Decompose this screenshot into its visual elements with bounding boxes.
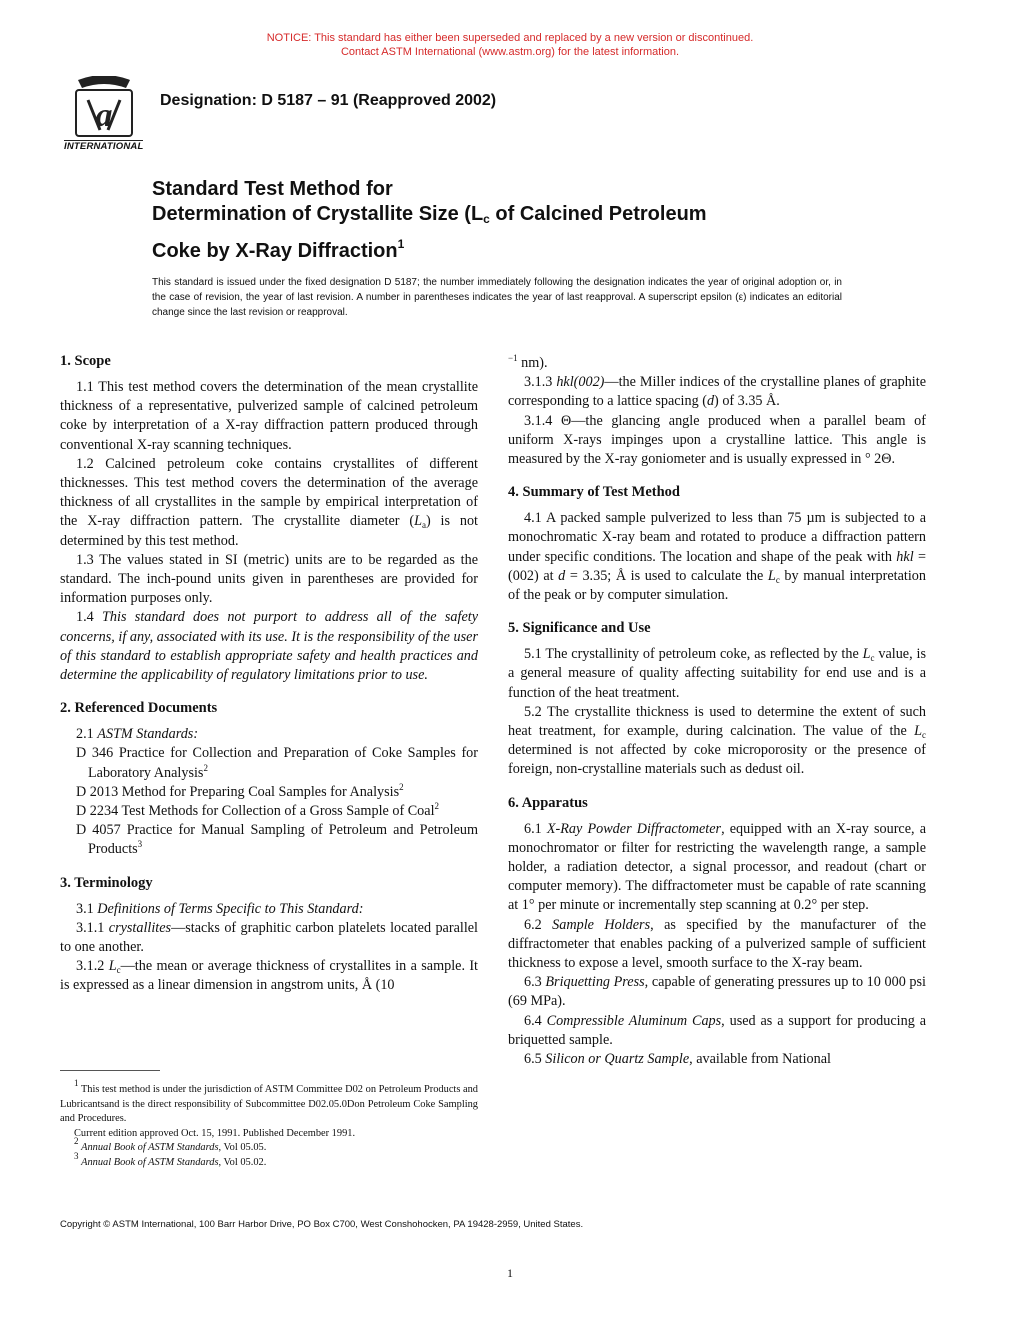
left-column: [60, 352, 478, 996]
reference-item: D 4057 Practice for Manual Sampling of Petroleum and Petroleum Products$^3$: [76, 822, 478, 858]
svg-text:a: a: [95, 97, 113, 134]
logo-international-text: INTERNATIONAL: [64, 141, 144, 152]
para-3-1-2-start: 3.1.2 $L_c—the$ mean or average thickness of crystallites in a sample. It is expressed as a linear dimension in angstrom units, Å (10: [60, 958, 478, 994]
page-number: 1: [507, 1266, 513, 1280]
reference-item: D 2234 Test Methods for Collection of a Gross Sample of Coal$^2$: [76, 801, 440, 820]
footnote-1: $^1$ This test method is under the jurisdiction of ASTM Committee D02 on Petroleum Products and Lubricantsand is the direct responsibility of Subcommittee D02.05.0Don Petroleum Coke Sampling and Procedures.: [60, 1078, 478, 1124]
para-6-4: 6.4 Compressible Aluminum Caps, used as a support for producing a briquetted sample.: [508, 1012, 926, 1048]
para-3-1-3: 3.1.3 hkl(002)—the Miller indices of the crystalline planes of graphite corresponding to a lattice spacing (d) of 3.35 Å.: [508, 374, 926, 410]
lc-definition-tail: $^{-1}$ nm).: [508, 353, 548, 371]
section-heading-terminology: 3. Terminology: [60, 874, 153, 891]
document-title: [152, 177, 912, 264]
astm-logo: [60, 76, 148, 154]
para-6-3: 6.3 Briquetting Press, capable of generating pressures up to 10 000 psi (69 MPa).: [508, 974, 926, 1010]
notice-line-2: Contact ASTM International (www.astm.org) for the latest information.: [340, 46, 680, 58]
designation: Designation: D 5187 – 91 (Reapproved 2002): [160, 92, 497, 109]
reference-item: D 346 Practice for Collection and Preparation of Coke Samples for Laboratory Analysis$^2$: [76, 745, 478, 781]
para-3-1: 3.1 Definitions of Terms Specific to This Standard:: [76, 900, 364, 917]
issuance-statement: This standard is issued under the fixed designation D 5187; the number immediately following the designation indicates the year of original adoption or, in the case of revision, the year of last revision. A number in parentheses indicates the year of last reapproval. A superscript epsilon (ε) indicates an editorial change since the last revision or reapproval.: [152, 277, 842, 318]
title-line-3: Coke by X-Ray Diffraction$^1$: [152, 237, 405, 262]
para-5-2: 5.2 The crystallite thickness is used to determine the extent of such heat treatment, for example, during calcination. The value of the $L_c$ determined is not affected by coke microporosity or the presence of foreign, non-crystalline materials such as dedust oil.: [508, 703, 926, 778]
section-heading-scope: 1. Scope: [60, 353, 111, 369]
para-3-1-2-continued: [508, 354, 926, 373]
copyright-line: Copyright © ASTM International, 100 Barr Harbor Drive, PO Box C700, West Conshohocken, PA 19428-2959, United States.: [60, 1219, 584, 1230]
para-6-5: 6.5 Silicon or Quartz Sample, available from National: [524, 1051, 831, 1068]
para-1-2: 1.2 Calcined petroleum coke contains crystallites of different thicknesses. This test method covers the determination of the average thickness of all crystallites in the sample by empirical interpretation of the X-ray diffraction pattern. The crystallite diameter $(L_a)$ is not determined by this test method.: [60, 455, 478, 549]
footnote-3: $^3$ Annual Book of ASTM Standards, Vol 05.02.: [74, 1150, 267, 1168]
title-line-1: Standard Test Method for: [152, 178, 393, 200]
para-4-1: 4.1 A packed sample pulverized to less than 75 µm is subjected to a monochromatic X-ray beam and rotated to produce a diffraction pattern under specific conditions. The location and shape of the peak with hkl = (002) at d = 3.35; Å is used to calculate the $L_c$ by manual interpretation of the peak or by computer simulation.: [508, 510, 926, 604]
notice-line-1: NOTICE: This standard has either been superseded and replaced by a new version or discontinued.: [266, 32, 754, 44]
para-3-1-4: 3.1.4 Θ—the glancing angle produced when a parallel beam of uniform X-rays impinges upon a crystalline lattice. This angle is measured by the X-ray goniometer and is usually expressed in ° 2Θ.: [508, 412, 926, 468]
section-heading-summary: 4. Summary of Test Method: [508, 484, 680, 501]
footnote-1-edition: Current edition approved Oct. 15, 1991. Published December 1991.: [74, 1127, 356, 1139]
para-5-1: 5.1 The crystallinity of petroleum coke, as reflected by the $L_c$ value, is a general measure of quality affecting suitability for end use and is a function of the heat treatment.: [508, 646, 926, 701]
section-heading-apparatus: 6. Apparatus: [508, 794, 588, 811]
reference-item: D 2013 Method for Preparing Coal Samples for Analysis$^2$: [76, 781, 404, 800]
para-6-2: 6.2 Sample Holders, as specified by the manufacturer of the diffractometer that enables packing of a pulverized sample of sufficient thickness to expose a level, smooth surface to the X-ray beam.: [508, 916, 926, 972]
footnotes: [60, 1078, 478, 1170]
supersession-notice: [0, 31, 1020, 59]
footnote-2: $^2$ Annual Book of ASTM Standards, Vol 05.05.: [74, 1136, 267, 1153]
right-column: [508, 354, 926, 1069]
section-heading-referenced-documents: 2. Referenced Documents: [60, 700, 218, 717]
para-1-3: 1.3 The values stated in SI (metric) units are to be regarded as the standard. The inch-pound units given in parentheses are provided for information purposes only.: [60, 551, 478, 607]
section-heading-significance: 5. Significance and Use: [508, 620, 651, 637]
para-1-1: 1.1 This test method covers the determination of the mean crystallite thickness of a representative, pulverized sample of calcined petroleum coke by interpretation of a X-ray diffraction pattern produced through conventional X-ray scanning techniques.: [60, 379, 478, 453]
para-1-4: 1.4 This standard does not purport to address all of the safety concerns, if any, associated with its use. It is the responsibility of the user of this standard to establish appropriate safety and health practices and determine the applicability of regulatory limitations prior to use.: [60, 609, 478, 684]
footnote-divider: [60, 1070, 160, 1071]
para-6-1: 6.1 X-Ray Powder Diffractometer, equipped with an X-ray source, a monochromator or filter for restricting the wavelength range, a sample holder, a radiation detector, a signal processor, and readout (chart or computer memory). The diffractometer must be capable of rate scanning at 1° per minute or incrementally step scanning at 0.2° per step.: [508, 820, 927, 914]
title-line-2: Determination of Crystallite Size ($L_c$ of Calcined Petroleum: [152, 203, 707, 226]
para-3-1-1: 3.1.1 crystallites—stacks of graphitic carbon platelets located parallel to one another.: [60, 919, 479, 956]
para-2-1: 2.1 ASTM Standards:: [76, 726, 199, 743]
